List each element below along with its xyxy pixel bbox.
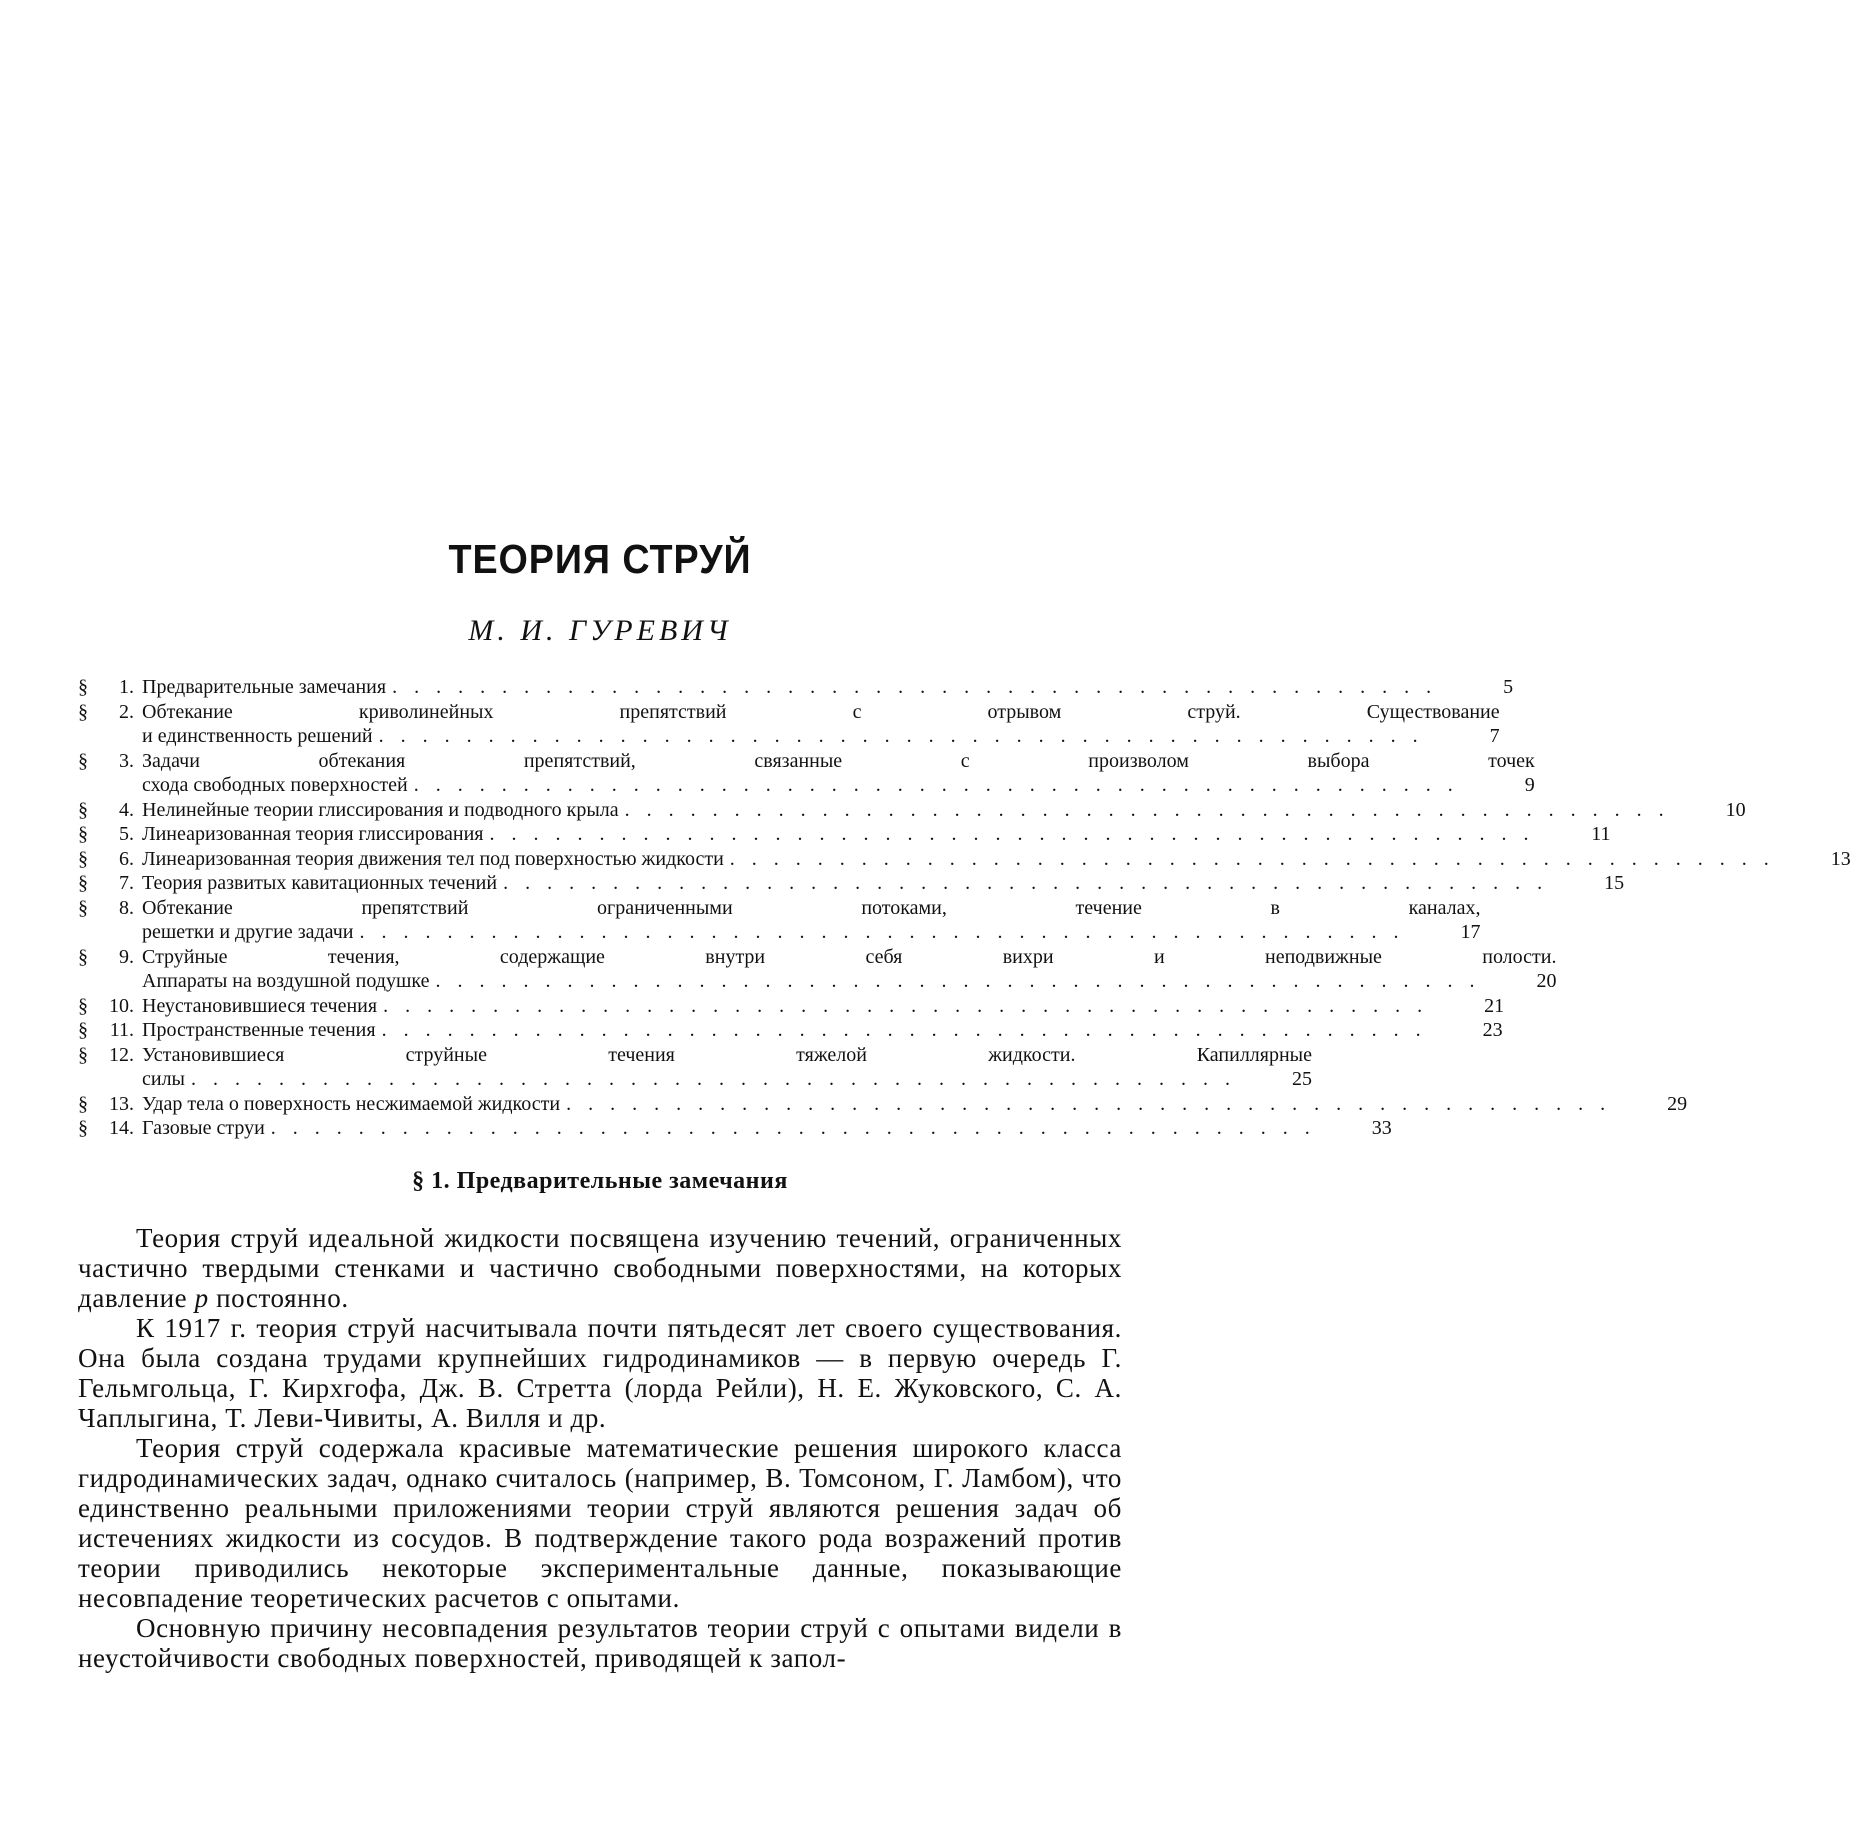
paragraph: Теория струй идеальной жидкости посвящена изучению течений, ограниченных частично твердыми стенками и частично свободными поверхностями, на которых давление p постоянно. [78,1223,1122,1313]
toc-entry [78,675,1514,700]
section-sign: § [78,1092,88,1115]
section-body [78,1223,1122,1673]
section-sign: § [78,676,88,698]
toc-entry-title: Газовые струи [142,1117,265,1139]
toc-entry-number: 6. [119,847,134,870]
section-sign: § [78,994,88,1017]
toc-page-number: 33 [1371,1117,1392,1139]
toc-entry [78,700,1500,749]
article-author: М. И. ГУРЕВИЧ [468,614,732,647]
section-sign: § [78,700,88,723]
section-sign: § [78,1019,88,1041]
toc-entry [78,994,1505,1019]
toc-entry [78,798,1746,823]
dot-leader: . . . . . . . . . . . . . . . . . . . . . . . . . . . . . . . . . . . . . . . . . . . . . . . . [270,1117,1316,1139]
toc-entry-title: Линеаризованная теория глиссирования [142,823,484,845]
toc-entry-title: Линеаризованная теория движения тел под поверхностью жидкости [142,847,724,870]
toc-entry [78,896,1481,945]
toc-entry [78,1092,1688,1117]
section-sign: § [78,945,88,968]
toc-entry-number: 8. [119,896,134,919]
paragraph: К 1917 г. теория струй насчитывала почти пятьдесят лет своего существования. Она была создана трудами крупнейших гидродинамиков — в первую очередь Г. Гельмгольца, Г. Кирхгофа, Дж. В. Стретта (лорда Рейли), Н. Е. Жуковского, С. А. Чаплыгина, Т. Леви-Чивиты, А. Вилля и др. [78,1313,1122,1433]
toc-entry-number: 12. [109,1043,134,1066]
paragraph: Основную причину несовпадения результатов теории струй с опытами видели в неустойчивости свободных поверхностей, приводящей к запол- [78,1613,1122,1673]
dot-leader: . . . . . . . . . . . . . . . . . . . . . . . . . . . . . . . . . . . . . . . . . . . . . . . . [378,725,1424,747]
toc-entry-number: 10. [109,994,134,1017]
toc-page-number: 23 [1482,1019,1503,1041]
toc-page-number: 13 [1830,847,1851,870]
article-title: ТЕОРИЯ СТРУЙ [448,536,752,582]
toc-entry-number: 14. [109,1117,134,1139]
toc-page-number: 10 [1725,798,1746,821]
toc-page-number: 15 [1604,872,1625,894]
dot-leader: . . . . . . . . . . . . . . . . . . . . . . . . . . . . . . . . . . . . . . . . . . . . . . . . [435,970,1481,992]
toc-entry-title: Предварительные замечания [142,676,387,698]
toc-entry-number: 2. [119,700,134,723]
section-sign: § [78,749,88,772]
dot-leader: . . . . . . . . . . . . . . . . . . . . . . . . . . . . . . . . . . . . . . . . . . . . . . . . [359,921,1405,943]
toc-entry-number: 1. [119,676,134,698]
toc-entry-title: Установившиеся струйные течения тяжелой жидкости. Капиллярные [142,1043,1312,1066]
toc-page-number: 7 [1489,725,1500,747]
toc-entry-title: Теория развитых кавитационных течений [142,872,498,894]
toc-entry-title: Струйные течения, содержащие внутри себя вихри и неподвижные полости. [142,945,1557,968]
toc-page-number: 21 [1484,994,1505,1017]
toc-entry-number: 4. [119,798,134,821]
toc-entry-title: Задачи обтекания препятствий, связанные с произволом выбора точек [142,749,1535,772]
section-sign: § [78,823,88,845]
toc-page-number: 17 [1460,921,1481,943]
toc-page-number: 20 [1536,970,1557,992]
toc-entry-number: 9. [119,945,134,968]
section-sign: § [78,896,88,919]
dot-leader: . . . . . . . . . . . . . . . . . . . . . . . . . . . . . . . . . . . . . . . . . . . . . . . . [191,1068,1236,1090]
toc-entry-number: 13. [109,1092,134,1115]
section-sign: § [78,1043,88,1066]
dot-leader: . . . . . . . . . . . . . . . . . . . . . . . . . . . . . . . . . . . . . . . . . . . . . . . . [624,798,1670,821]
toc-entry-title: силы [142,1068,185,1090]
toc-page-number: 29 [1667,1092,1688,1115]
dot-leader: . . . . . . . . . . . . . . . . . . . . . . . . . . . . . . . . . . . . . . . . . . . . . . . . [392,676,1438,698]
toc-entry [78,749,1535,798]
toc-entry [78,822,1611,847]
dot-leader: . . . . . . . . . . . . . . . . . . . . . . . . . . . . . . . . . . . . . . . . . . . . . . . . [566,1092,1612,1115]
toc-entry-title: схода свободных поверхностей [142,774,408,796]
toc-entry-title: Неустановившиеся течения [142,994,378,1017]
section-sign: § [78,1117,88,1139]
toc-entry-title: и единственность решений [142,725,373,747]
toc-entry [78,1043,1312,1092]
toc-entry [78,847,1851,872]
toc-entry-number: 3. [119,749,134,772]
paragraph: Теория струй содержала красивые математические решения широкого класса гидродинамических задач, однако считалось (например, В. Томсоном, Г. Ламбом), что единственно реальными приложениями теории струй являются решения задач об истечениях жидкости из сосудов. В подтверждение такого рода возражений против теории приводились некоторые экспериментальные данные, показывающие несовпадение теоретических расчетов с опытами. [78,1433,1122,1613]
toc-entry-number: 7. [119,872,134,894]
toc-entry-title: Аппараты на воздушной подушке [142,970,430,992]
dot-leader: . . . . . . . . . . . . . . . . . . . . . . . . . . . . . . . . . . . . . . . . . . . . . . . . [489,823,1535,845]
dot-leader: . . . . . . . . . . . . . . . . . . . . . . . . . . . . . . . . . . . . . . . . . . . . . . . . [729,847,1775,870]
toc-entry-number: 5. [119,823,134,845]
toc-page-number: 5 [1503,676,1514,698]
toc-entry-title: решетки и другие задачи [142,921,354,943]
toc-entry [78,871,1625,896]
dot-leader: . . . . . . . . . . . . . . . . . . . . . . . . . . . . . . . . . . . . . . . . . . . . . . . . [383,994,1429,1017]
toc-entry [78,945,1557,994]
toc-entry [78,1018,1503,1043]
toc-entry-title: Пространственные течения [142,1019,376,1041]
dot-leader: . . . . . . . . . . . . . . . . . . . . . . . . . . . . . . . . . . . . . . . . . . . . . . . . [381,1019,1427,1041]
toc-entry-title: Нелинейные теории глиссирования и подводного крыла [142,798,619,821]
dot-leader: . . . . . . . . . . . . . . . . . . . . . . . . . . . . . . . . . . . . . . . . . . . . . . . . [503,872,1549,894]
section-sign: § [78,798,88,821]
toc-page-number: 11 [1591,823,1611,845]
section-sign: § [78,872,88,894]
toc-page-number: 9 [1524,774,1535,796]
dot-leader: . . . . . . . . . . . . . . . . . . . . . . . . . . . . . . . . . . . . . . . . . . . . . . . . [413,774,1459,796]
section-sign: § [78,847,88,870]
toc-entry [78,1116,1392,1141]
table-of-contents [78,675,1851,1141]
toc-entry-title: Обтекание препятствий ограниченными потоками, течение в каналах, [142,896,1481,919]
toc-page-number: 25 [1292,1068,1312,1090]
section-heading: § 1. Предварительные замечания [412,1168,788,1194]
toc-entry-number: 11. [109,1019,134,1041]
toc-entry-title: Удар тела о поверхность несжимаемой жидкости [142,1092,561,1115]
toc-entry-title: Обтекание криволинейных препятствий с отрывом струй. Существование [142,700,1500,723]
